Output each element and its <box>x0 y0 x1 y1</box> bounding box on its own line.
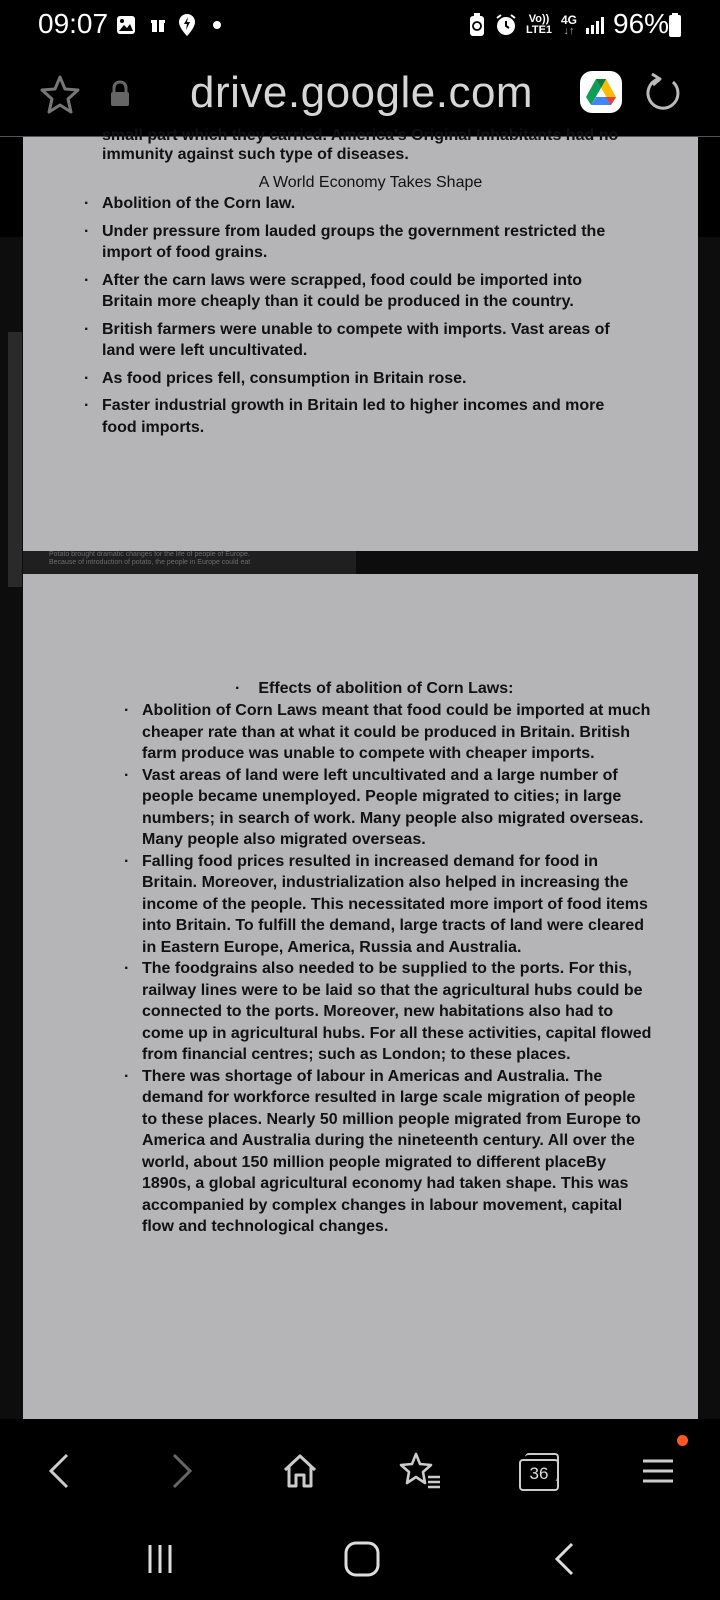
list-item <box>124 958 652 1066</box>
thumbnail-text: Because of introduction of potato, the people in Europe could eat <box>49 559 251 566</box>
recent-apps-icon <box>144 1543 176 1575</box>
section-heading: A World Economy Takes Shape <box>258 174 483 191</box>
bookmarks-button[interactable] <box>396 1447 444 1495</box>
notification-dot-icon <box>677 1435 688 1446</box>
back-button[interactable] <box>35 1447 83 1495</box>
cut-off-text: small part which they carried. America's Original Inhabitants had no <box>102 127 619 144</box>
list-item-text: Faster industrial growth in Britain led to higher incomes and more food imports. <box>102 397 605 436</box>
browser-bottom-nav <box>0 1419 720 1519</box>
bullet-icon: · <box>84 271 90 289</box>
bookmark-star-icon[interactable] <box>38 72 82 116</box>
section-heading <box>235 678 513 700</box>
list-item-text: After the carn laws were scrapped, food could be imported into Britain more cheaply than it could be produced in the country. <box>102 271 583 310</box>
gift-notification-icon <box>148 12 168 38</box>
data-type-indicator <box>558 12 580 38</box>
page-thumbnail-strip <box>23 551 356 574</box>
viewer-side-edge <box>8 332 22 587</box>
lte-label: LTE1 <box>525 24 553 36</box>
bullet-icon: · <box>124 766 130 784</box>
list-item <box>124 700 652 765</box>
bullet-icon: · <box>124 702 130 719</box>
list-item <box>124 1066 652 1238</box>
menu-button[interactable] <box>635 1447 683 1495</box>
home-square-icon <box>343 1540 381 1578</box>
bullet-list <box>84 193 622 444</box>
recent-apps-button[interactable] <box>136 1535 184 1583</box>
url-text[interactable]: drive.google.com <box>190 68 534 117</box>
list-item-text: British farmers were unable to compete with imports. Vast areas of land were left uncultivated. <box>102 320 610 359</box>
battery-icon <box>668 12 682 38</box>
bullet-icon: · <box>124 852 130 870</box>
list-item-text: Falling food prices resulted in increased demand for food in Britain. Moreover, industrialization also helped in increasing the income of the people. This necessitated more import of food items into Britain. To fulfill the demand, large tracts of land were cleared in Eastern Europe, America, Russia and Australia. <box>142 852 648 956</box>
data-type-label: 4G <box>560 12 577 27</box>
back-nav-button[interactable] <box>540 1535 588 1583</box>
list-item <box>124 765 652 851</box>
battery-percent: 96% <box>613 8 670 39</box>
location-notification-icon <box>176 12 198 38</box>
list-item <box>84 395 622 438</box>
signal-icon <box>584 12 608 38</box>
google-drive-icon[interactable] <box>580 71 622 113</box>
chevron-right-icon <box>166 1451 198 1491</box>
reload-icon[interactable] <box>640 70 686 116</box>
list-item-text: Vast areas of land were left uncultivated and a large number of people became unemployed. People migrated to cities; in large numbers; in search of work. Many people also migrated overseas. Many people also migrated overseas. <box>142 766 644 848</box>
list-item <box>84 221 622 264</box>
document-page <box>23 127 698 551</box>
home-button[interactable] <box>276 1447 324 1495</box>
bullet-list <box>124 700 652 1238</box>
bullet-icon: · <box>235 680 241 697</box>
data-arrows-icon: ↓↑ <box>563 24 575 37</box>
hamburger-menu-icon <box>639 1453 679 1489</box>
battery-saver-icon <box>466 12 488 38</box>
list-item <box>84 319 622 362</box>
list-item-text: Abolition of the Corn law. <box>102 195 296 212</box>
back-chevron-icon <box>550 1541 578 1577</box>
list-item <box>84 368 622 390</box>
gallery-notification-icon <box>115 12 137 38</box>
home-nav-button[interactable] <box>338 1535 386 1583</box>
tabs-icon <box>519 1453 559 1489</box>
system-nav-bar <box>0 1519 720 1600</box>
list-item-text: As food prices fell, consumption in Britain rose. <box>102 369 467 387</box>
forward-button[interactable] <box>158 1447 206 1495</box>
list-item-text: Under pressure from lauded groups the government restricted the import of food grains. <box>102 222 606 261</box>
bullet-icon: · <box>84 320 90 338</box>
document-viewport[interactable] <box>0 127 720 1419</box>
home-icon <box>280 1451 320 1491</box>
bullet-icon: · <box>84 397 90 414</box>
lock-icon[interactable] <box>108 80 132 108</box>
tabs-button[interactable] <box>515 1447 563 1495</box>
bookmarks-star-list-icon <box>398 1451 442 1491</box>
alarm-icon <box>493 12 519 38</box>
bullet-icon: · <box>84 195 90 212</box>
list-item-text: There was shortage of labour in Americas and Australia. The demand for workforce resulted in large scale migration of people to these places. Nearly 50 million people migrated from Europe to America and Australia during the nineteenth century. All over the world, about 150 million people migrated to different placeBy 1890s, a global agricultural economy had taken shape. This was accompanied by complex changes in labour movement, capital flow and technological changes. <box>142 1067 641 1235</box>
list-item <box>84 193 622 215</box>
chevron-left-icon <box>43 1451 75 1491</box>
paragraph-text: immunity against such type of diseases. <box>102 146 409 163</box>
bullet-icon: · <box>84 222 90 240</box>
bullet-icon: · <box>124 960 130 977</box>
volte-label: Vo)) <box>528 13 550 25</box>
list-item-text: Abolition of Corn Laws meant that food could be imported at much cheaper rate than at what it could be produced in Britain. British farm produce was unable to compete with cheaper imports. <box>142 702 651 762</box>
document-page <box>23 574 698 1419</box>
status-time: 09:07 <box>38 8 109 39</box>
tabs-count: 36 <box>529 1464 549 1483</box>
status-bar <box>0 0 720 52</box>
bullet-icon: · <box>84 369 90 387</box>
bullet-icon: · <box>124 1067 130 1085</box>
section-heading-text: Effects of abolition of Corn Laws: <box>258 680 514 697</box>
volte-indicator <box>524 12 554 38</box>
tabs-icon-front <box>519 1459 559 1491</box>
list-item <box>84 270 622 313</box>
list-item-text: The foodgrains also needed to be supplied to the ports. For this, railway lines were to be laid so that the agricultural hubs could be connected to the ports. Moreover, new habitations also had to come up in agricultural hubs. For all these activities, capital flowed from financial centres; such as London; to these places. <box>142 960 652 1063</box>
more-notifications-dot-icon <box>212 12 222 38</box>
list-item <box>124 851 652 959</box>
thumbnail-text: Potato brought dramatic changes for the life of people of Europe. <box>49 551 250 558</box>
